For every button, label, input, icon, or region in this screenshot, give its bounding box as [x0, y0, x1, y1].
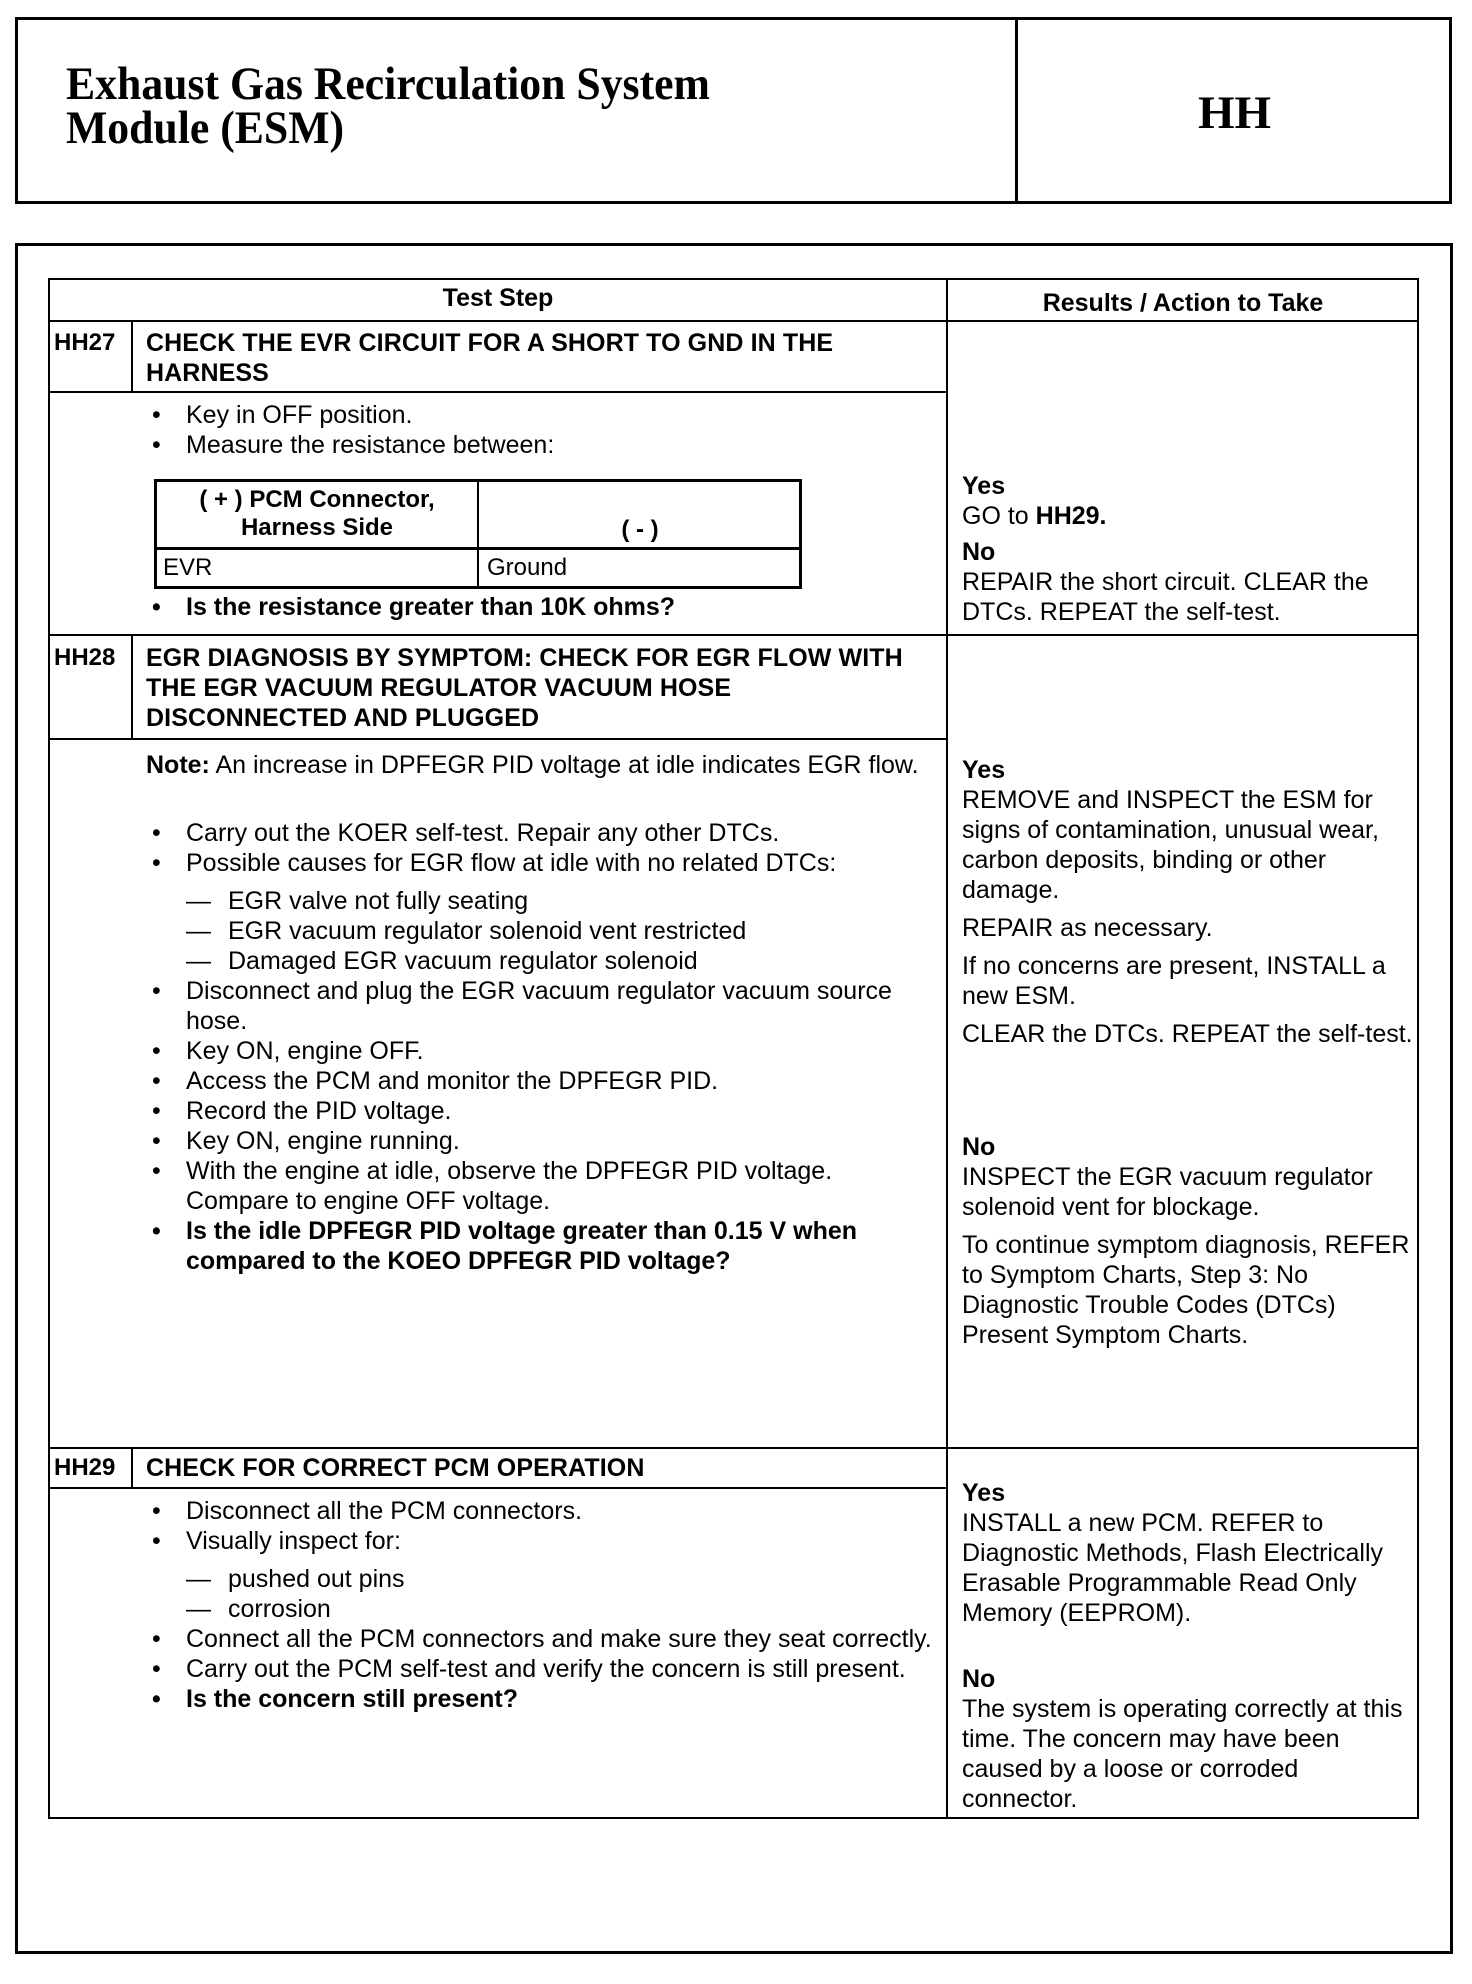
- measurement-cell: EVR: [163, 554, 213, 581]
- step-instructions: [146, 818, 936, 1276]
- result-yes-text: GO to HH29.: [962, 502, 1107, 530]
- result-yes-label: Yes: [962, 1479, 1006, 1507]
- inspect-list: [146, 1564, 936, 1624]
- step-results: [962, 755, 1418, 1057]
- measurement-header-negative: ( - ): [621, 516, 659, 543]
- result-no-text: REPAIR the short circuit. CLEAR the DTCs. REPEAT the self-test.: [962, 568, 1369, 626]
- result-yes-text: REMOVE and INSPECT the ESM for signs of contamination, unusual wear, carbon deposits, binding or other damage.: [962, 786, 1379, 904]
- dash-icon: —: [186, 887, 211, 915]
- bullet-icon: •: [152, 819, 161, 847]
- question-item: • Is the idle DPFEGR PID voltage greater than 0.15 V when compared to the KOEO DPFEGR PID voltage?: [152, 1217, 858, 1275]
- column-divider: [946, 278, 948, 1819]
- result-no-text: The system is operating correctly at this time. The concern may have been caused by a loose or corroded connector.: [962, 1695, 1403, 1813]
- header-row-divider: [48, 320, 1419, 322]
- instruction-item: • Access the PCM and monitor the DPFEGR PID.: [152, 1067, 719, 1095]
- instruction-item: • With the engine at idle, observe the DPFEGR PID voltage. Compare to engine OFF voltage.: [152, 1157, 833, 1215]
- step-note: Note: An increase in DPFEGR PID voltage at idle indicates EGR flow.: [146, 751, 919, 779]
- column-header-test-step: Test Step: [442, 284, 554, 312]
- bullet-icon: •: [152, 593, 161, 621]
- bullet-icon: •: [152, 1217, 161, 1245]
- cause-item: — Damaged EGR vacuum regulator solenoid: [186, 947, 698, 975]
- page-title-line-1: Exhaust Gas Recirculation System: [66, 58, 710, 110]
- bullet-icon: •: [152, 1527, 161, 1555]
- step-id-divider: [131, 635, 133, 739]
- result-yes-text: CLEAR the DTCs. REPEAT the self-test.: [962, 1020, 1413, 1048]
- step-id-divider: [131, 1448, 133, 1488]
- step-results: [962, 1478, 1418, 1822]
- step-title: CHECK THE EVR CIRCUIT FOR A SHORT TO GND IN THE HARNESS: [146, 329, 834, 387]
- bullet-icon: •: [152, 1097, 161, 1125]
- step-id: HH27: [54, 329, 116, 356]
- dash-icon: —: [186, 1595, 211, 1623]
- instruction-item: • Key ON, engine OFF.: [152, 1037, 424, 1065]
- instruction-item: • Key ON, engine running.: [152, 1127, 460, 1155]
- result-yes-label: Yes: [962, 472, 1006, 500]
- dash-icon: —: [186, 947, 211, 975]
- bullet-icon: •: [152, 1067, 161, 1095]
- column-header-results: Results / Action to Take: [1042, 289, 1324, 317]
- instruction-item: • Key in OFF position.: [152, 401, 413, 429]
- instruction-item: • Carry out the KOER self-test. Repair any other DTCs.: [152, 819, 780, 847]
- step-divider: [48, 1447, 1419, 1449]
- measurement-table-column-divider: [477, 482, 479, 586]
- instruction-item: • Carry out the PCM self-test and verify the concern is still present.: [152, 1655, 906, 1683]
- step-instructions: [146, 1496, 936, 1714]
- step-divider: [48, 634, 1419, 636]
- result-no-text: INSPECT the EGR vacuum regulator solenoid vent for blockage.: [962, 1163, 1373, 1221]
- cause-item: — EGR valve not fully seating: [186, 887, 529, 915]
- bullet-icon: •: [152, 1037, 161, 1065]
- result-no-label: No: [962, 1133, 996, 1161]
- page-title-line-2: Module (ESM): [66, 102, 345, 154]
- question-item: • Is the resistance greater than 10K ohms?: [152, 593, 676, 621]
- dash-icon: —: [186, 1565, 211, 1593]
- bullet-icon: •: [152, 401, 161, 429]
- measurement-cell: Ground: [487, 554, 568, 581]
- bullet-icon: •: [152, 1685, 161, 1713]
- step-title-divider: [48, 738, 947, 740]
- measurement-header-positive: ( + ) PCM Connector, Harness Side: [199, 486, 435, 541]
- bullet-icon: •: [152, 1625, 161, 1653]
- step-title: CHECK FOR CORRECT PCM OPERATION: [146, 1454, 645, 1482]
- section-code: HH: [1197, 87, 1272, 139]
- bullet-icon: •: [152, 977, 161, 1005]
- question-item: • Is the concern still present?: [152, 1685, 519, 1713]
- step-id: HH29: [54, 1454, 116, 1481]
- bullet-icon: •: [152, 431, 161, 459]
- bullet-icon: •: [152, 1127, 161, 1155]
- step-id-divider: [131, 320, 133, 392]
- result-no-text: To continue symptom diagnosis, REFER to Symptom Charts, Step 3: No Diagnostic Trouble Codes (DTCs) Present Symptom Charts.: [962, 1231, 1410, 1349]
- result-no-label: No: [962, 538, 996, 566]
- instruction-item: • Visually inspect for: — pushed out pins — corrosion: [146, 1526, 936, 1624]
- bullet-icon: •: [152, 1655, 161, 1683]
- instruction-item: • Disconnect all the PCM connectors.: [152, 1497, 583, 1525]
- instruction-item: • Possible causes for EGR flow at idle with no related DTCs: — EGR valve not fully seating — EGR vacuum regulator solenoid vent restricted — Damaged EGR vacuum regulator solenoid: [146, 848, 936, 976]
- measurement-table: [154, 479, 802, 589]
- cause-item: — EGR vacuum regulator solenoid vent restricted: [186, 917, 747, 945]
- dash-icon: —: [186, 917, 211, 945]
- bullet-icon: •: [152, 1497, 161, 1525]
- result-yes-label: Yes: [962, 756, 1006, 784]
- step-instructions: [146, 400, 936, 460]
- step-id: HH28: [54, 644, 116, 671]
- measurement-table-header-divider: [157, 547, 799, 550]
- inspect-item: — corrosion: [186, 1595, 331, 1623]
- causes-list: [146, 886, 936, 976]
- note-label: Note:: [146, 751, 210, 779]
- goto-step-link[interactable]: HH29.: [1035, 502, 1107, 530]
- result-yes-text: REPAIR as necessary.: [962, 914, 1213, 942]
- step-results: [962, 471, 1418, 635]
- instruction-item: • Connect all the PCM connectors and make sure they seat correctly.: [152, 1625, 932, 1653]
- step-title-divider: [48, 391, 947, 393]
- result-no-label: No: [962, 1665, 996, 1693]
- step-title-divider: [48, 1487, 947, 1489]
- instruction-item: • Disconnect and plug the EGR vacuum regulator vacuum source hose.: [152, 977, 892, 1035]
- page-title: [66, 58, 931, 154]
- bullet-icon: •: [152, 849, 161, 877]
- bullet-icon: •: [152, 1157, 161, 1185]
- step-title: EGR DIAGNOSIS BY SYMPTOM: CHECK FOR EGR FLOW WITH THE EGR VACUUM REGULATOR VACUUM HOSE DISCONNECTED AND PLUGGED: [146, 644, 903, 732]
- result-yes-text: INSTALL a new PCM. REFER to Diagnostic Methods, Flash Electrically Erasable Programmable Read Only Memory (EEPROM).: [962, 1509, 1383, 1627]
- result-yes-text: If no concerns are present, INSTALL a new ESM.: [962, 952, 1386, 1010]
- step-results-no: [962, 1132, 1418, 1358]
- inspect-item: — pushed out pins: [186, 1565, 405, 1593]
- instruction-item: • Measure the resistance between:: [152, 431, 555, 459]
- step-question: [146, 592, 936, 622]
- instruction-item: • Record the PID voltage.: [152, 1097, 452, 1125]
